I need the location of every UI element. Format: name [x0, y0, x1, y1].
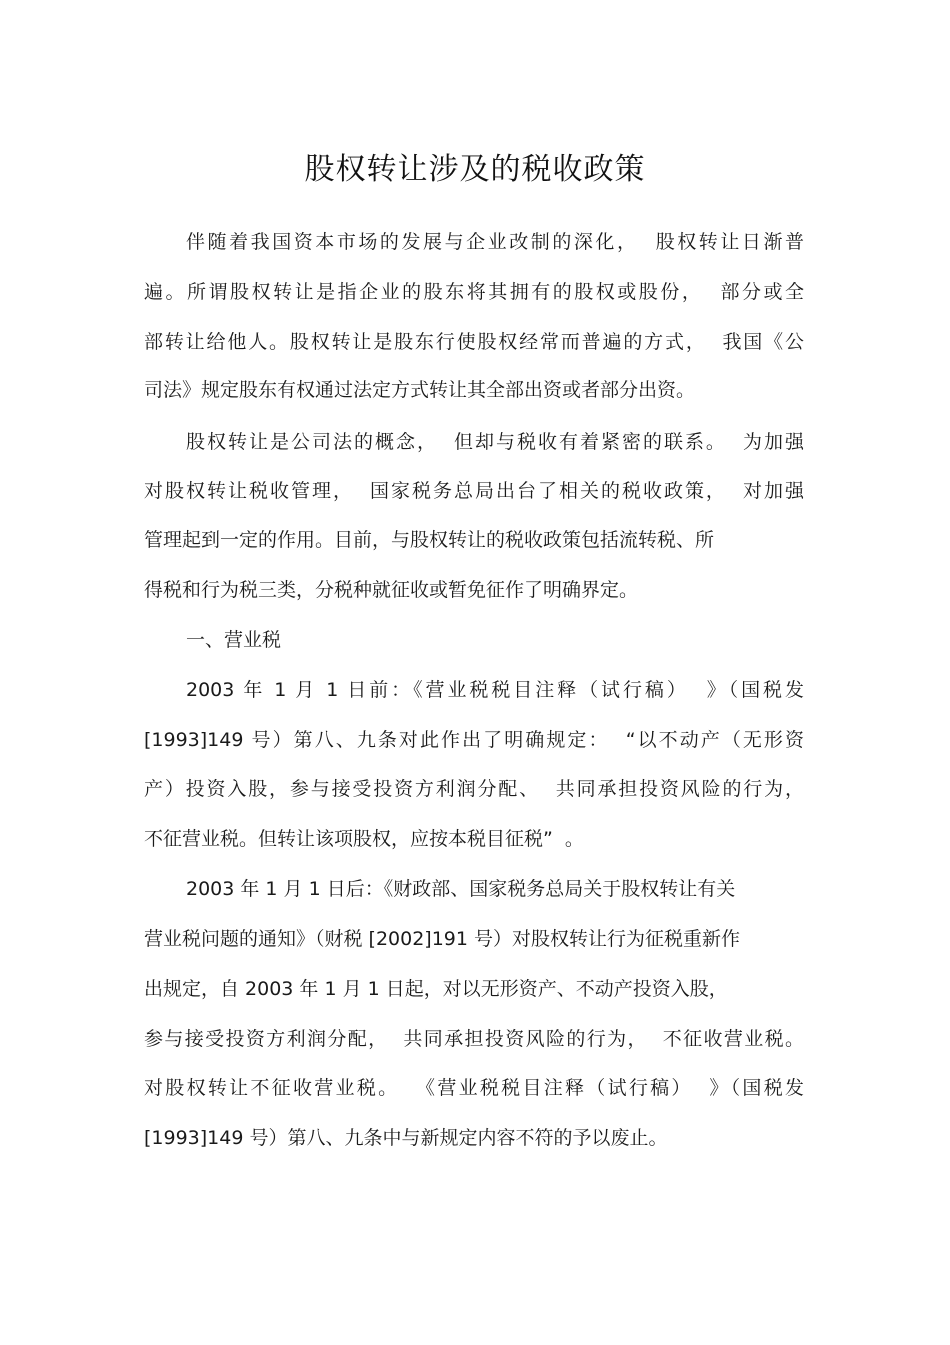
paragraph-1-line-1: 伴随着我国资本市场的发展与企业改制的深化， 股权转让日渐普: [186, 231, 804, 253]
paragraph-3-line-3: 产）投资入股，参与接受投资方利润分配、 共同承担投资风险的行为，: [144, 778, 804, 800]
paragraph-4-line-5: 对股权转让不征收营业税。 《营业税税目注释（试行稿） 》（国税发: [144, 1077, 804, 1099]
paragraph-3-line-1: 2003 年 1 月 1 日前：《营业税税目注释（试行稿） 》（国税发: [186, 679, 804, 701]
paragraph-3-line-2: [1993]149 号）第八、九条对此作出了明确规定： “以不动产（无形资: [144, 729, 804, 751]
paragraph-4-line-6: [1993]149 号）第八、九条中与新规定内容不符的予以废止。: [144, 1127, 668, 1149]
paragraph-2-line-2: 对股权转让税收管理， 国家税务总局出台了相关的税收政策， 对加强: [144, 480, 804, 502]
paragraph-2-line-4: 得税和行为税三类，分税种就征收或暂免征作了明确界定。: [144, 579, 639, 601]
paragraph-2-line-1: 股权转让是公司法的概念， 但却与税收有着紧密的联系。 为加强: [186, 431, 804, 453]
document-title: 股权转让涉及的税收政策: [304, 152, 646, 187]
section-heading-business-tax: 一、营业税: [186, 629, 282, 651]
paragraph-1-line-4: 司法》规定股东有权通过法定方式转让其全部出资或者部分出资。: [144, 379, 696, 401]
paragraph-1-line-2: 遍。所谓股权转让是指企业的股东将其拥有的股权或股份， 部分或全: [144, 281, 804, 303]
paragraph-4-line-3: 出规定，自 2003 年 1 月 1 日起，对以无形资产、不动产投资入股，: [144, 978, 728, 1000]
paragraph-4-line-4: 参与接受投资方利润分配， 共同承担投资风险的行为， 不征收营业税。: [144, 1028, 804, 1050]
paragraph-4-line-1: 2003 年 1 月 1 日后：《财政部、国家税务总局关于股权转让有关: [186, 878, 736, 900]
paragraph-1-line-3: 部转让给他人。股权转让是股东行使股权经常而普遍的方式， 我国《公: [144, 331, 804, 353]
paragraph-3-line-4: 不征营业税。但转让该项股权，应按本税目征税” 。: [144, 828, 584, 850]
paragraph-4-line-2: 营业税问题的通知》（财税 [2002]191 号）对股权转让行为征税重新作: [144, 928, 741, 950]
paragraph-2-line-3: 管理起到一定的作用。目前，与股权转让的税收政策包括流转税、所: [144, 529, 715, 551]
